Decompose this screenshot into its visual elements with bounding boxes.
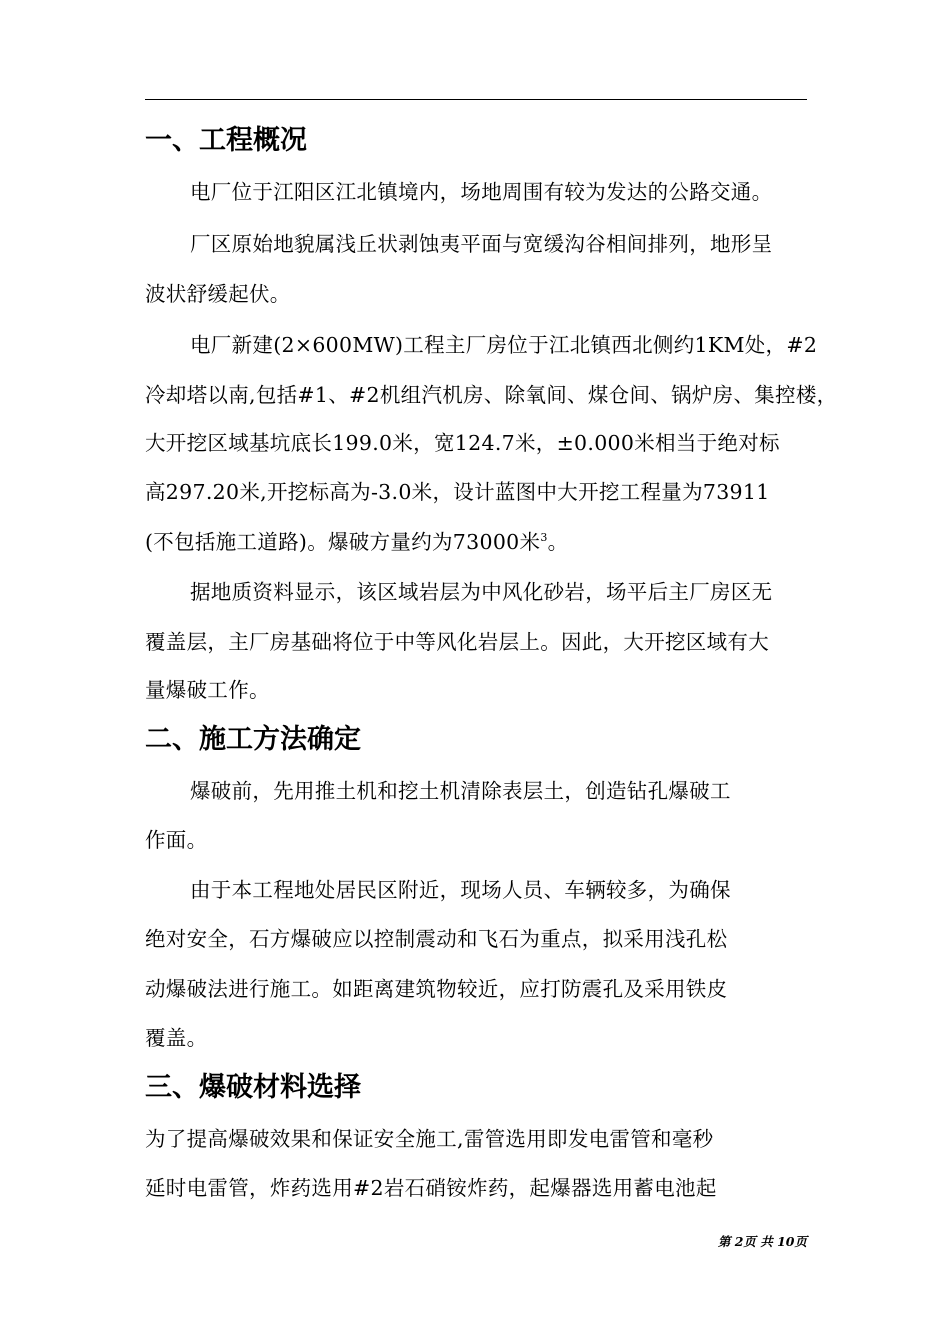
paragraph-line: 据地质资料显示，该区域岩层为中风化砂岩，场平后主厂房区无 <box>190 580 773 604</box>
paragraph-line: 覆盖。 <box>145 1026 208 1050</box>
paragraph-line: 大开挖区域基坑底长199.0米，宽124.7米，±0.000米相当于绝对标 <box>145 431 780 455</box>
volume-suffix: 。 <box>547 530 569 554</box>
paragraph-line: 高297.20米,开挖标高为-3.0米，设计蓝图中大开挖工程量为73911 <box>145 480 770 504</box>
section-heading-method: 二、施工方法确定 <box>145 724 361 755</box>
paragraph-line: 延时电雷管，炸药选用#2岩石硝铵炸药，起爆器选用蓄电池起 <box>145 1176 717 1200</box>
paragraph-line: 波状舒缓起伏。 <box>145 282 291 306</box>
paragraph-line: 为了提高爆破效果和保证安全施工,雷管选用即发电雷管和毫秒 <box>145 1127 714 1151</box>
volume-superscript: 3 <box>540 531 548 545</box>
section-heading-materials: 三、爆破材料选择 <box>145 1072 361 1103</box>
paragraph-line: 量爆破工作。 <box>145 678 270 702</box>
paragraph-line: 冷却塔以南,包括#1、#2机组汽机房、除氧间、煤仓间、锅炉房、集控楼， <box>145 383 838 407</box>
header-rule <box>145 99 807 100</box>
page-number-footer: 第 2页 共 10页 <box>717 1234 807 1249</box>
volume-text: (不包括施工道路)。爆破方量约为73000米 <box>145 530 541 554</box>
paragraph-line: 电厂位于江阳区江北镇境内，场地周围有较为发达的公路交通。 <box>190 180 773 204</box>
paragraph-line: 电厂新建(2×600MW)工程主厂房位于江北镇西北侧约1KM处，#2 <box>190 333 818 357</box>
paragraph-line: 动爆破法进行施工。如距离建筑物较近，应打防震孔及采用铁皮 <box>145 977 728 1001</box>
paragraph-line: 作面。 <box>145 828 208 852</box>
paragraph-line: 由于本工程地处居民区附近，现场人员、车辆较多，为确保 <box>190 878 731 902</box>
paragraph-line-volume <box>145 527 810 557</box>
paragraph-line: 覆盖层，主厂房基础将位于中等风化岩层上。因此，大开挖区域有大 <box>145 630 769 654</box>
paragraph-line: 爆破前，先用推土机和挖土机清除表层土，创造钻孔爆破工 <box>190 779 731 803</box>
paragraph-line: 绝对安全，石方爆破应以控制震动和飞石为重点，拟采用浅孔松 <box>145 927 728 951</box>
section-heading-overview: 一、工程概况 <box>145 125 307 156</box>
paragraph-line: 厂区原始地貌属浅丘状剥蚀夷平面与宽缓沟谷相间排列，地形呈 <box>190 232 773 256</box>
